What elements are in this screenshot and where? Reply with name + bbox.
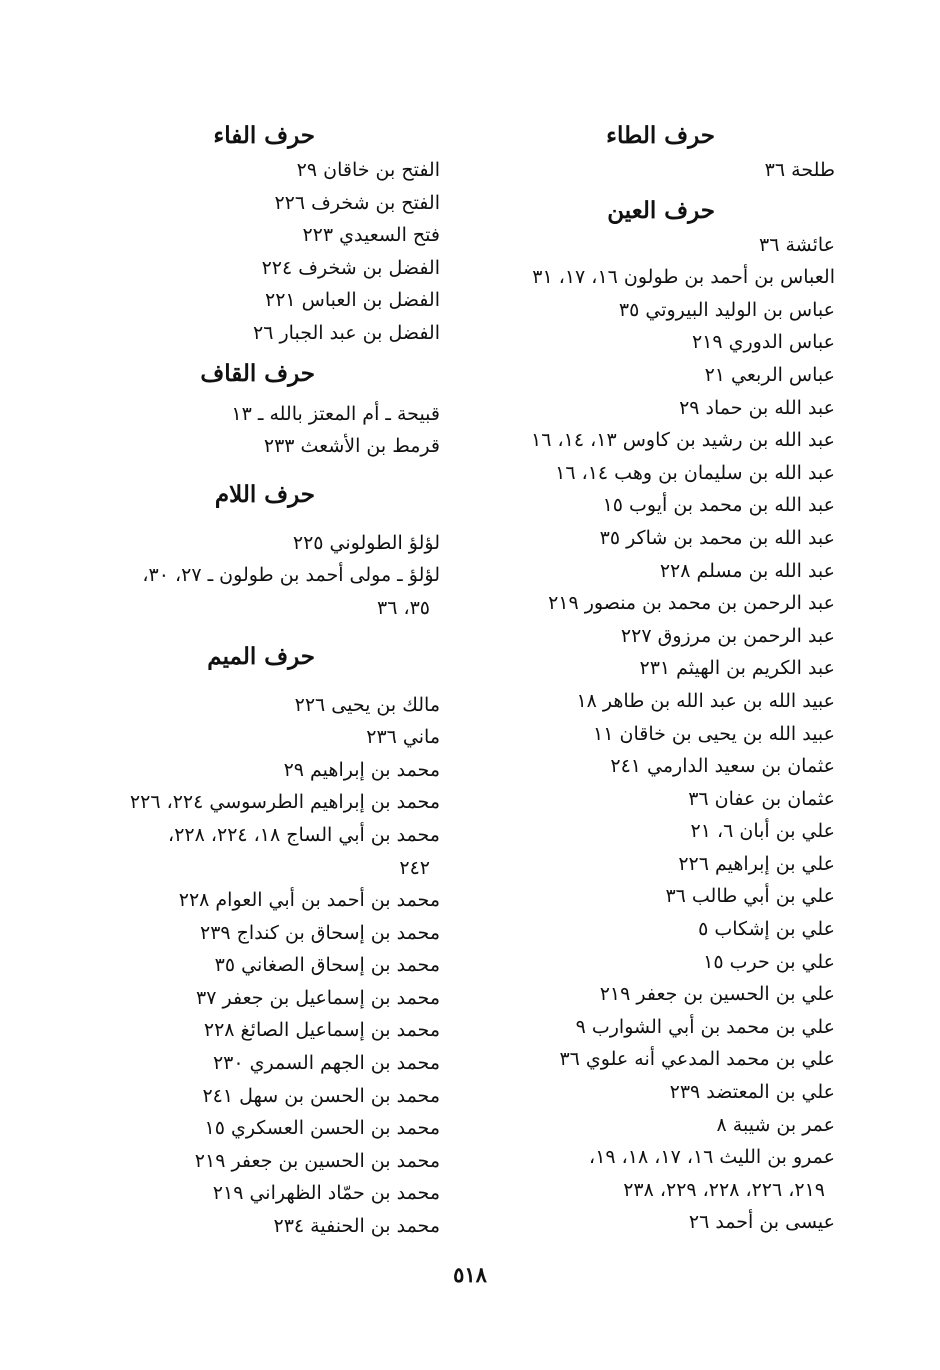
section-ain-entries [490, 229, 835, 1239]
index-entry: علي بن أبي طالب ٣٦ [665, 885, 835, 908]
index-entry: الفضل بن العباس ٢٢١ [265, 289, 440, 312]
index-entry: عبيد الله بن يحيى بن خاقان ١١ [593, 722, 835, 745]
index-entry: عبد الله بن حماد ٢٩ [679, 396, 835, 419]
index-entry: عبد الرحمن بن محمد بن منصور ٢١٩ [548, 592, 835, 615]
section-mim-entries [100, 689, 440, 1243]
index-entry: عباس الربعي ٢١ [704, 363, 835, 386]
index-entry: عيسى بن أحمد ٢٦ [688, 1211, 835, 1234]
index-entry: محمد بن إسماعيل الصائغ ٢٢٨ [203, 1019, 440, 1042]
section-lam-entries [100, 527, 440, 625]
index-entry: عباس الدوري ٢١٩ [691, 331, 835, 354]
left-column [100, 118, 440, 1243]
index-entry: عبد الله بن رشيد بن كاوس ١٣، ١٤، ١٦ [531, 429, 835, 452]
index-entry: عبد الله بن مسلم ٢٢٨ [659, 559, 835, 582]
index-entry: الفضل بن عبد الجبار ٢٦ [253, 321, 440, 344]
index-entry: عثمان بن سعيد الدارمي ٢٤١ [610, 755, 835, 778]
index-entry-continuation: ٢٤٢ [399, 856, 430, 879]
section-ta-entries [490, 154, 835, 187]
section-heading-lam: حرف اللام [214, 480, 315, 508]
index-entry: عائشة ٣٦ [758, 233, 835, 256]
index-entry: محمد بن الحسين بن جعفر ٢١٩ [194, 1149, 440, 1172]
index-entry: ماني ٢٣٦ [366, 726, 440, 749]
section-heading-mim: حرف الميم [207, 642, 315, 670]
index-entry: علي بن الحسين بن جعفر ٢١٩ [599, 983, 835, 1006]
index-entry: علي بن محمد بن أبي الشوارب ٩ [575, 1015, 835, 1038]
index-entry: محمد بن إسحاق الصغاني ٣٥ [214, 954, 440, 977]
index-entry: محمد بن حمّاد الظهراني ٢١٩ [212, 1182, 440, 1205]
index-entry: عبد الكريم بن الهيثم ٢٣١ [639, 657, 835, 680]
index-entry: لؤلؤ ـ مولى أحمد بن طولون ـ ٢٧، ٣٠، [142, 564, 440, 587]
index-entry: عبيد الله بن عبد الله بن طاهر ١٨ [576, 689, 835, 712]
index-entry: فتح السعيدي ٢٢٣ [302, 224, 440, 247]
index-entry: محمد بن إسحاق بن كنداج ٢٣٩ [199, 921, 440, 944]
index-entry: عمرو بن الليث ١٦، ١٧، ١٨، ١٩، [589, 1146, 835, 1169]
index-entry: الفتح بن خاقان ٢٩ [296, 159, 440, 181]
index-entry: عمر بن شيبة ٨ [716, 1113, 835, 1136]
index-entry: علي بن المعتضد ٢٣٩ [669, 1081, 835, 1104]
section-heading-fa: حرف الفاء [213, 122, 315, 149]
index-entry: محمد بن الحسن العسكري ١٥ [204, 1117, 440, 1140]
index-entry: علي بن إبراهيم ٢٢٦ [678, 852, 835, 875]
section-heading-ain: حرف العين [607, 196, 715, 224]
index-entry: عبد الله بن محمد بن أيوب ١٥ [602, 494, 835, 517]
right-column [490, 118, 835, 1239]
index-entry: عبد الله بن سليمان بن وهب ١٤، ١٦ [555, 461, 835, 484]
index-entry-continuation: ٢١٩، ٢٢٦، ٢٢٨، ٢٢٩، ٢٣٨ [623, 1178, 825, 1201]
page-number: ٥١٨ [453, 1262, 487, 1287]
index-entry: قرمط بن الأشعث ٢٣٣ [263, 435, 440, 458]
index-entry: عبد الرحمن بن مرزوق ٢٢٧ [620, 624, 835, 647]
index-entry: محمد بن أبي الساج ١٨، ٢٢٤، ٢٢٨، [168, 823, 440, 846]
index-entry: عثمان بن عفان ٣٦ [688, 787, 835, 810]
index-entry: الفتح بن شخرف ٢٢٦ [274, 191, 440, 214]
index-entry: محمد بن الحسن بن سهل ٢٤١ [202, 1084, 440, 1107]
index-entry: محمد بن أحمد بن أبي العوام ٢٢٨ [178, 889, 440, 912]
index-entry: محمد بن إبراهيم ٢٩ [283, 758, 440, 781]
index-entry: علي بن أبان ٦، ٢١ [690, 820, 835, 843]
index-entry: عبد الله بن محمد بن شاكر ٣٥ [599, 526, 835, 549]
index-entry: علي بن حرب ١٥ [703, 950, 835, 973]
index-entry: طلحة ٣٦ [764, 159, 835, 181]
index-entry-continuation: ٣٥، ٣٦ [376, 596, 430, 619]
section-heading-qaf: حرف القاف [200, 359, 315, 387]
section-qaf-entries [100, 398, 440, 463]
index-entry: علي بن إشكاب ٥ [698, 918, 835, 941]
index-entry: محمد بن إسماعيل بن جعفر ٣٧ [196, 986, 440, 1009]
index-entry: محمد بن الحنفية ٢٣٤ [273, 1215, 440, 1238]
index-entry: لؤلؤ الطولوني ٢٢٥ [292, 531, 440, 554]
section-fa-entries [100, 154, 440, 350]
index-entry: العباس بن أحمد بن طولون ١٦، ١٧، ٣١ [532, 266, 835, 289]
index-entry: مالك بن يحيى ٢٢٦ [294, 693, 440, 716]
index-entry: الفضل بن شخرف ٢٢٤ [261, 256, 440, 279]
index-entry: علي بن محمد المدعي أنه علوي ٣٦ [559, 1048, 835, 1071]
section-heading-ta: حرف الطاء [606, 122, 715, 149]
index-entry: محمد بن الجهم السمري ٢٣٠ [212, 1052, 440, 1075]
index-entry: قبيحة ـ أم المعتز بالله ـ ١٣ [231, 402, 440, 425]
index-entry: عباس بن الوليد البيروتي ٣٥ [618, 298, 835, 321]
index-entry: محمد بن إبراهيم الطرسوسي ٢٢٤، ٢٢٦ [129, 791, 440, 814]
